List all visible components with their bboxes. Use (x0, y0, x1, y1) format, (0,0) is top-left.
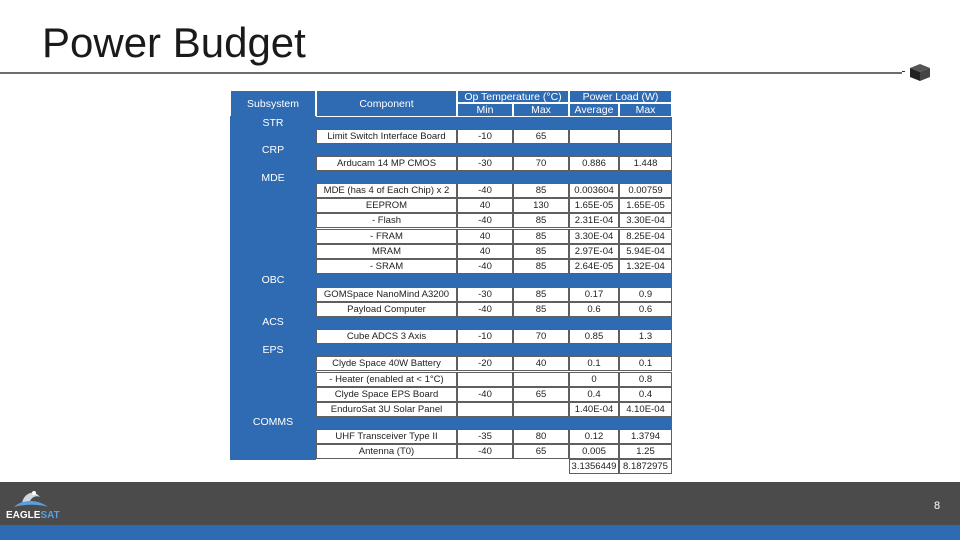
value-cell: 1.448 (619, 156, 672, 171)
value-cell: 0.17 (569, 287, 619, 302)
value-cell: 0.8 (619, 372, 672, 387)
header-subsystem: Subsystem (230, 90, 316, 117)
value-cell: 0.4 (569, 387, 619, 402)
value-cell: 0 (569, 372, 619, 387)
component-cell: - Heater (enabled at < 1°C) (316, 372, 457, 387)
header-power-load: Power Load (W) (569, 90, 672, 103)
value-cell: 3.30E-04 (569, 229, 619, 244)
component-cell: - Flash (316, 213, 457, 228)
title-divider (0, 72, 902, 74)
value-cell: 40 (457, 244, 513, 259)
footer-band (0, 482, 960, 525)
value-cell: 0.005 (569, 444, 619, 459)
header-component: Component (316, 90, 457, 117)
value-cell: 0.886 (569, 156, 619, 171)
value-cell: 0.12 (569, 429, 619, 444)
component-cell: Clyde Space EPS Board (316, 387, 457, 402)
cube-icon (902, 60, 932, 82)
value-cell: 3.30E-04 (619, 213, 672, 228)
component-cell: Arducam 14 MP CMOS (316, 156, 457, 171)
value-cell: 4.10E-04 (619, 402, 672, 417)
subsystem-label: MDE (230, 171, 316, 185)
value-cell: 130 (513, 198, 569, 213)
value-cell: -40 (457, 183, 513, 198)
eaglesat-logo-text (6, 510, 60, 521)
subsystem-label: STR (230, 116, 316, 130)
value-cell: 85 (513, 229, 569, 244)
value-cell: -30 (457, 287, 513, 302)
value-cell: 8.25E-04 (619, 229, 672, 244)
subsystem-label: COMMS (230, 415, 316, 429)
value-cell (457, 372, 513, 387)
page-title: Power Budget (42, 19, 306, 66)
value-cell: 0.9 (619, 287, 672, 302)
component-cell: - FRAM (316, 229, 457, 244)
value-cell: -40 (457, 302, 513, 317)
component-cell: EnduroSat 3U Solar Panel (316, 402, 457, 417)
value-cell: 0.6 (619, 302, 672, 317)
value-cell: 5.94E-04 (619, 244, 672, 259)
component-cell: EEPROM (316, 198, 457, 213)
header-temp-min: Min (457, 103, 513, 117)
value-cell: 40 (457, 229, 513, 244)
power-budget-table (230, 90, 672, 474)
value-cell: 65 (513, 129, 569, 144)
component-cell: Clyde Space 40W Battery (316, 356, 457, 371)
value-cell (457, 402, 513, 417)
value-cell: 2.64E-05 (569, 259, 619, 274)
value-cell: 70 (513, 329, 569, 344)
group-divider (316, 144, 672, 156)
value-cell: 85 (513, 302, 569, 317)
value-cell: -40 (457, 387, 513, 402)
value-cell: 1.65E-05 (569, 198, 619, 213)
component-cell: MRAM (316, 244, 457, 259)
header-power-max: Max (619, 103, 672, 117)
component-cell: MDE (has 4 of Each Chip) x 2 (316, 183, 457, 198)
subsystem-label: CRP (230, 143, 316, 157)
value-cell: 70 (513, 156, 569, 171)
value-cell: -40 (457, 444, 513, 459)
component-cell: Cube ADCS 3 Axis (316, 329, 457, 344)
value-cell: 0.003604 (569, 183, 619, 198)
group-divider (316, 317, 672, 329)
value-cell (569, 129, 619, 144)
value-cell: 0.00759 (619, 183, 672, 198)
subsystem-label: OBC (230, 273, 316, 287)
header-power-average: Average (569, 103, 619, 117)
value-cell: 80 (513, 429, 569, 444)
value-cell: 2.31E-04 (569, 213, 619, 228)
value-cell: 85 (513, 183, 569, 198)
value-cell: 0.85 (569, 329, 619, 344)
value-cell: -40 (457, 213, 513, 228)
value-cell: 0.1 (619, 356, 672, 371)
value-cell: 1.32E-04 (619, 259, 672, 274)
value-cell (513, 402, 569, 417)
component-cell: Payload Computer (316, 302, 457, 317)
value-cell: 40 (457, 198, 513, 213)
total-average: 3.1356449 (569, 459, 619, 474)
group-divider (316, 117, 672, 129)
value-cell: 85 (513, 213, 569, 228)
value-cell: 1.40E-04 (569, 402, 619, 417)
total-max: 8.1872975 (619, 459, 672, 474)
group-divider (316, 171, 672, 183)
subsystem-label: EPS (230, 343, 316, 357)
value-cell: 85 (513, 244, 569, 259)
value-cell (619, 129, 672, 144)
value-cell: -10 (457, 329, 513, 344)
subsystem-label: ACS (230, 315, 316, 329)
value-cell: 65 (513, 387, 569, 402)
value-cell: 0.6 (569, 302, 619, 317)
component-cell: - SRAM (316, 259, 457, 274)
group-divider (316, 274, 672, 287)
logo-word-sat: SAT (40, 510, 60, 521)
header-temp-max: Max (513, 103, 569, 117)
value-cell: -35 (457, 429, 513, 444)
footer-accent-bar (0, 525, 960, 540)
value-cell: 85 (513, 287, 569, 302)
component-cell: Limit Switch Interface Board (316, 129, 457, 144)
value-cell: 0.1 (569, 356, 619, 371)
value-cell: 2.97E-04 (569, 244, 619, 259)
group-divider (316, 417, 672, 429)
value-cell (513, 372, 569, 387)
value-cell: 85 (513, 259, 569, 274)
page-number: 8 (934, 500, 941, 512)
value-cell: -20 (457, 356, 513, 371)
value-cell: 0.4 (619, 387, 672, 402)
group-divider (316, 344, 672, 356)
logo-word-eagle: EAGLE (6, 510, 41, 521)
value-cell: 40 (513, 356, 569, 371)
component-cell: GOMSpace NanoMind A3200 (316, 287, 457, 302)
value-cell: 1.25 (619, 444, 672, 459)
value-cell: -10 (457, 129, 513, 144)
value-cell: 1.3 (619, 329, 672, 344)
value-cell: 1.3794 (619, 429, 672, 444)
header-op-temperature: Op Temperature (°C) (457, 90, 569, 103)
component-cell: Antenna (T0) (316, 444, 457, 459)
value-cell: 65 (513, 444, 569, 459)
value-cell: -40 (457, 259, 513, 274)
value-cell: 1.65E-05 (619, 198, 672, 213)
component-cell: UHF Transceiver Type II (316, 429, 457, 444)
value-cell: -30 (457, 156, 513, 171)
